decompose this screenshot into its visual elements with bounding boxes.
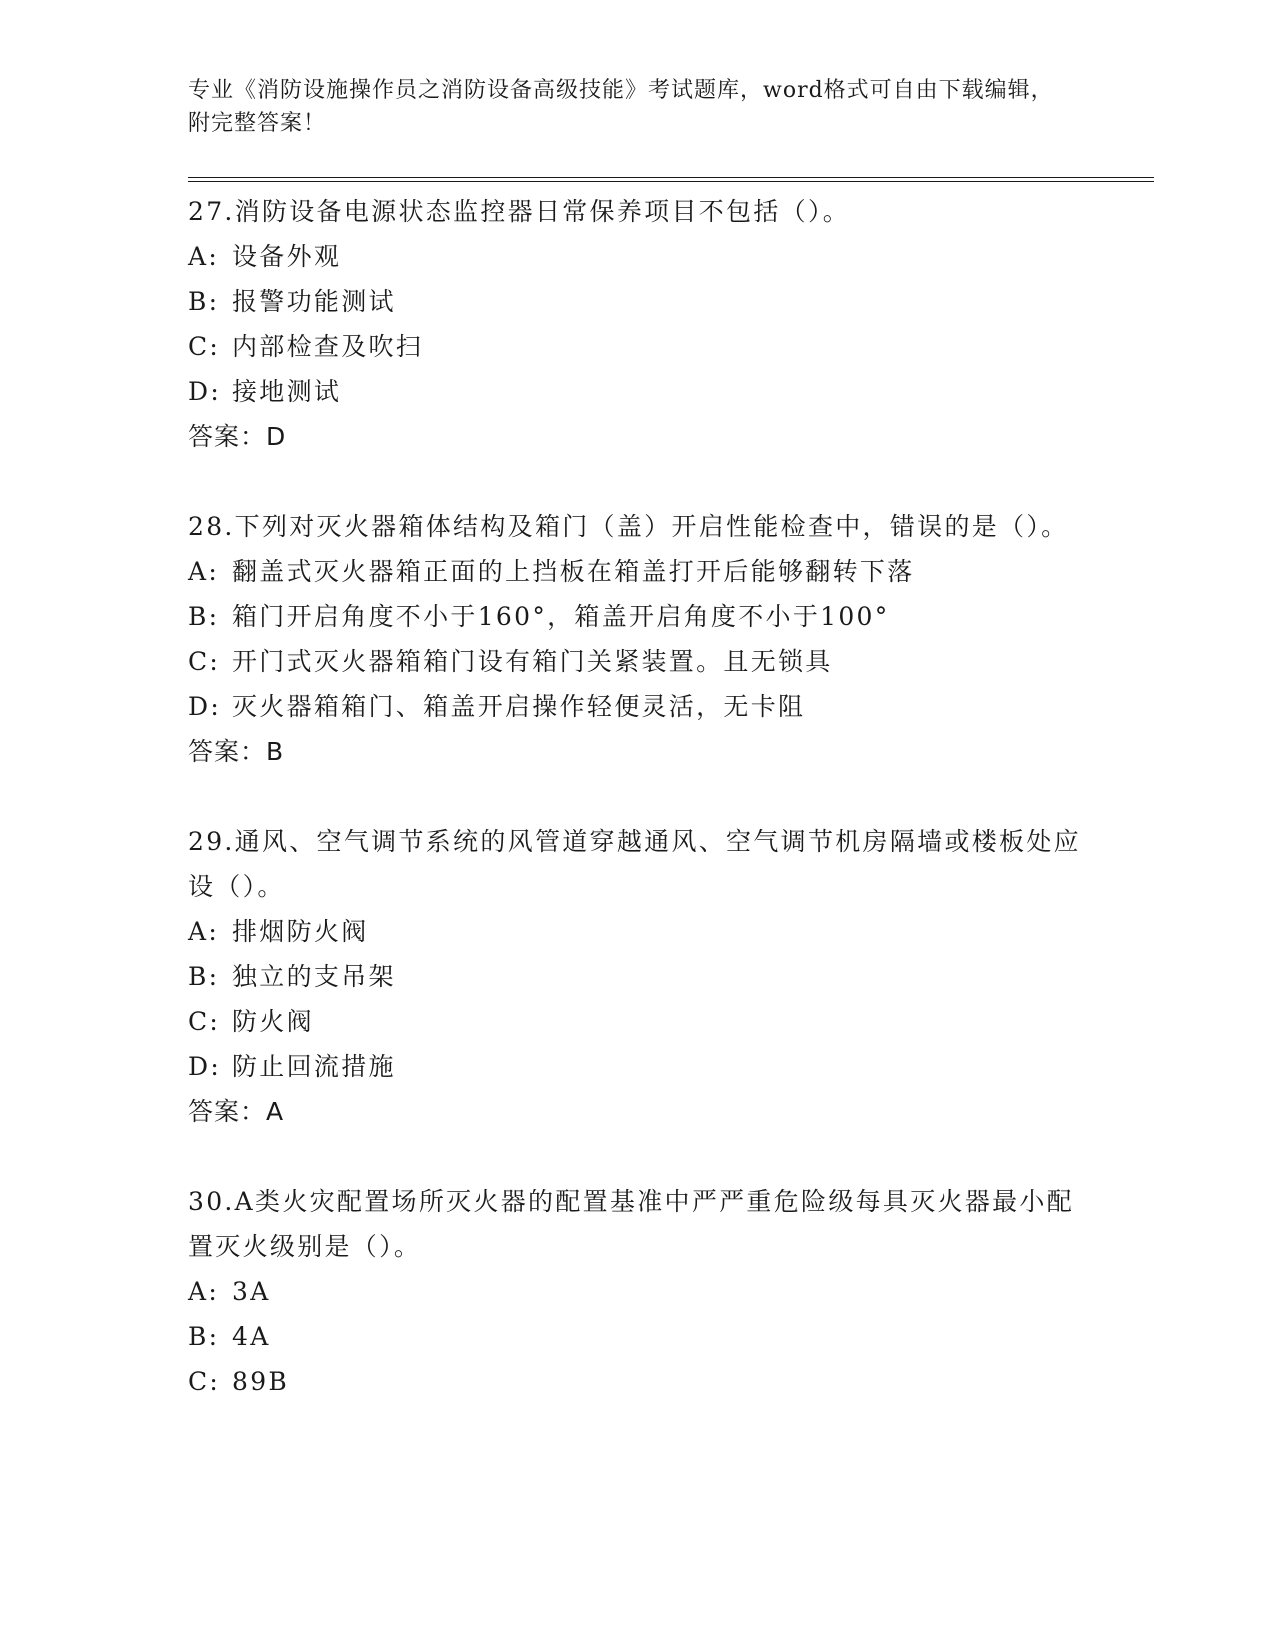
option-text: 4A bbox=[232, 1322, 271, 1351]
option-key: A: bbox=[188, 1277, 220, 1306]
option-key: B: bbox=[188, 287, 220, 316]
answer-line: 答案：B bbox=[188, 737, 285, 766]
option-a bbox=[188, 234, 1088, 279]
answer-line: 答案：D bbox=[188, 422, 287, 451]
header-rule-top bbox=[188, 177, 1154, 178]
question-stem: 28.下列对灭火器箱体结构及箱门（盖）开启性能检查中，错误的是（）。 bbox=[188, 512, 1069, 541]
question-list bbox=[188, 189, 1088, 1449]
option-b bbox=[188, 594, 1088, 639]
option-key: A: bbox=[188, 557, 220, 586]
option-text: 接地测试 bbox=[232, 377, 342, 406]
option-text: 防火阀 bbox=[232, 1007, 314, 1036]
option-key: B: bbox=[188, 962, 220, 991]
option-a bbox=[188, 549, 1088, 594]
question-stem: 29.通风、空气调节系统的风管道穿越通风、空气调节机房隔墙或楼板处应设（）。 bbox=[188, 827, 1081, 901]
option-d bbox=[188, 369, 1088, 414]
option-c bbox=[188, 324, 1088, 369]
option-text: 独立的支吊架 bbox=[232, 962, 396, 991]
option-text: 箱门开启角度不小于160°，箱盖开启角度不小于100° bbox=[232, 602, 890, 631]
answer-line: 答案：A bbox=[188, 1097, 285, 1126]
option-b bbox=[188, 1314, 1088, 1359]
option-text: 3A bbox=[232, 1277, 271, 1306]
option-c bbox=[188, 639, 1088, 684]
option-text: 内部检查及吹扫 bbox=[232, 332, 424, 361]
option-key: A: bbox=[188, 242, 220, 271]
option-key: D: bbox=[188, 692, 222, 721]
document-header: 专业《消防设施操作员之消防设备高级技能》考试题库，word格式可自由下载编辑，附完整答案！ bbox=[188, 78, 1054, 136]
option-key: C: bbox=[188, 1367, 221, 1396]
option-d bbox=[188, 1044, 1088, 1089]
option-key: C: bbox=[188, 647, 221, 676]
option-key: C: bbox=[188, 332, 221, 361]
option-text: 翻盖式灭火器箱正面的上挡板在箱盖打开后能够翻转下落 bbox=[232, 557, 915, 586]
option-key: B: bbox=[188, 602, 220, 631]
option-key: B: bbox=[188, 1322, 220, 1351]
option-text: 设备外观 bbox=[232, 242, 342, 271]
question-27 bbox=[188, 189, 1088, 459]
option-text: 报警功能测试 bbox=[232, 287, 396, 316]
option-text: 防止回流措施 bbox=[232, 1052, 396, 1081]
option-b bbox=[188, 954, 1088, 999]
option-c bbox=[188, 999, 1088, 1044]
option-text: 89B bbox=[232, 1367, 290, 1396]
question-30 bbox=[188, 1179, 1088, 1404]
question-stem: 30.A类火灾配置场所灭火器的配置基准中严严重危险级每具灭火器最小配置灭火级别是（）。 bbox=[188, 1187, 1075, 1261]
option-c bbox=[188, 1359, 1088, 1404]
question-stem: 27.消防设备电源状态监控器日常保养项目不包括（）。 bbox=[188, 197, 851, 226]
option-b bbox=[188, 279, 1088, 324]
option-a bbox=[188, 909, 1088, 954]
option-a bbox=[188, 1269, 1088, 1314]
question-29 bbox=[188, 819, 1088, 1134]
option-key: C: bbox=[188, 1007, 221, 1036]
option-key: A: bbox=[188, 917, 220, 946]
option-d bbox=[188, 684, 1088, 729]
question-28 bbox=[188, 504, 1088, 774]
option-key: D: bbox=[188, 1052, 222, 1081]
option-text: 排烟防火阀 bbox=[232, 917, 369, 946]
option-text: 灭火器箱箱门、箱盖开启操作轻便灵活，无卡阻 bbox=[232, 692, 806, 721]
option-text: 开门式灭火器箱箱门设有箱门关紧装置。且无锁具 bbox=[232, 647, 833, 676]
header-rule-bottom bbox=[188, 181, 1154, 182]
option-key: D: bbox=[188, 377, 222, 406]
